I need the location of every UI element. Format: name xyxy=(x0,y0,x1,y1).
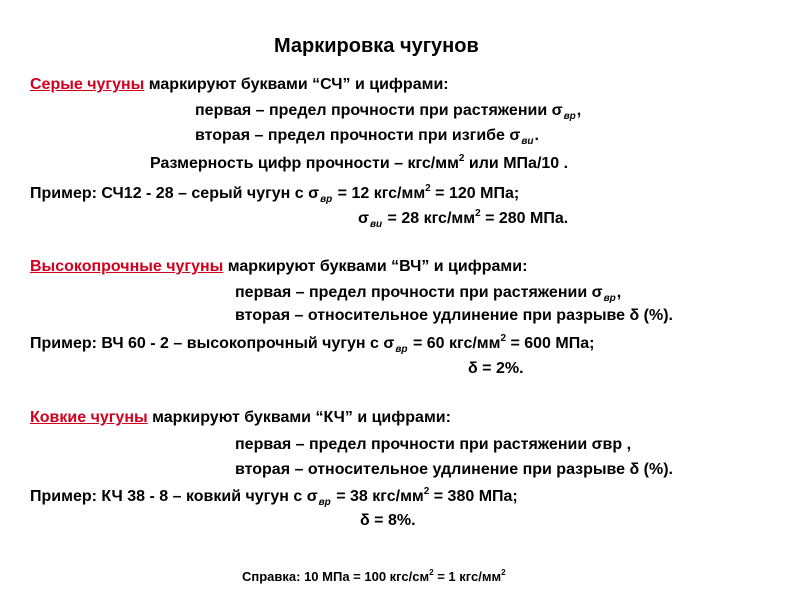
sigma-symbol: σ xyxy=(308,185,320,202)
gray-first-text: первая – предел прочности при растяжении xyxy=(195,102,552,119)
high-first-sub: вр xyxy=(603,293,616,304)
gray-ex-sup1: 2 xyxy=(425,183,431,194)
malleable-second-digits: вторая – относительное удлинение при разрыве δ (%). xyxy=(235,461,673,478)
high-example-delta: δ = 2%. xyxy=(468,360,524,377)
gray-second-sub: ви xyxy=(521,136,534,147)
malleable-lead-text: маркируют буквами “КЧ” и цифрами: xyxy=(152,409,451,426)
sigma-symbol: σ xyxy=(358,210,369,227)
gray-ex-sup2: 2 xyxy=(475,208,481,219)
high-first-text: первая – предел прочности при растяжении xyxy=(235,284,592,301)
mal-ex-mid: = 38 кгс/мм xyxy=(331,488,424,505)
gray-ex-sub2: ви xyxy=(369,219,383,230)
mal-ex-sub: вр xyxy=(318,497,331,508)
gray-second-post: . xyxy=(534,127,539,144)
mal-ex-text: Пример: КЧ 38 - 8 – ковкий чугун с xyxy=(30,488,307,505)
sigma-symbol: σ xyxy=(551,102,563,119)
high-heading-link[interactable]: Высокопрочные чугуны xyxy=(30,258,224,275)
high-ex-mid: = 60 кгс/мм xyxy=(408,335,501,352)
high-first-post: , xyxy=(616,284,622,301)
malleable-example-line1 xyxy=(30,487,518,509)
gray-lead-text: маркируют буквами “СЧ” и цифрами: xyxy=(148,76,449,93)
high-lead-text: маркируют буквами “ВЧ” и цифрами: xyxy=(227,258,528,275)
gray-first-sub: вр xyxy=(563,111,576,122)
gray-second-text: вторая – предел прочности при изгибе xyxy=(195,127,510,144)
note-sup1: 2 xyxy=(429,568,434,577)
gray-example-line1 xyxy=(30,184,519,206)
gray-second-digits xyxy=(195,126,539,148)
dim-text: Размерность цифр прочности – кгс/мм xyxy=(150,155,459,172)
gray-first-digits xyxy=(195,101,581,123)
note-mid: = 1 кгс/мм xyxy=(433,569,502,584)
sigma-symbol: σ xyxy=(591,284,603,301)
page-title: Маркировка чугунов xyxy=(274,35,479,57)
high-example-line1 xyxy=(30,334,594,356)
high-ex-text: Пример: ВЧ 60 - 2 – высокопрочный чугун с xyxy=(30,335,384,352)
gray-ex-sub1: вр xyxy=(320,194,333,205)
gray-heading-link[interactable]: Серые чугуны xyxy=(30,76,145,93)
dim-post: или МПа/10 . xyxy=(464,155,569,172)
high-intro xyxy=(30,257,527,277)
dim-sup: 2 xyxy=(458,153,465,164)
sigma-symbol: σ xyxy=(383,335,395,352)
gray-dimension xyxy=(150,154,568,176)
gray-example-line2 xyxy=(358,209,568,231)
mal-ex-post: = 380 МПа; xyxy=(429,488,518,505)
note-sup2: 2 xyxy=(501,568,506,577)
gray-ex-post2: = 28 кгс/мм xyxy=(383,210,476,227)
gray-first-post: , xyxy=(576,102,582,119)
mal-ex-sup: 2 xyxy=(423,486,430,497)
sigma-symbol: σ xyxy=(509,127,521,144)
high-first-digits xyxy=(235,283,621,305)
note-text: Справка: 10 МПа = 100 кгс/см xyxy=(242,569,430,584)
malleable-heading-link[interactable]: Ковкие чугуны xyxy=(30,409,148,426)
high-ex-post: = 600 МПа; xyxy=(506,335,595,352)
gray-ex-end2: = 280 МПа. xyxy=(480,210,569,227)
malleable-first-digits: первая – предел прочности при растяжении σвр , xyxy=(235,436,632,453)
gray-intro xyxy=(30,75,449,95)
gray-ex-text: Пример: СЧ12 - 28 – серый чугун с xyxy=(30,185,309,202)
malleable-example-delta: δ = 8%. xyxy=(360,512,416,529)
high-ex-sub: вр xyxy=(395,344,408,355)
high-second-digits: вторая – относительное удлинение при разрыве δ (%). xyxy=(235,307,673,324)
gray-ex-post1: = 120 МПа; xyxy=(430,185,520,202)
malleable-intro xyxy=(30,408,451,428)
sigma-symbol: σ xyxy=(306,488,318,505)
reference-note xyxy=(242,567,506,589)
high-ex-sup: 2 xyxy=(500,333,507,344)
gray-ex-mid1: = 12 кгс/мм xyxy=(333,185,426,202)
